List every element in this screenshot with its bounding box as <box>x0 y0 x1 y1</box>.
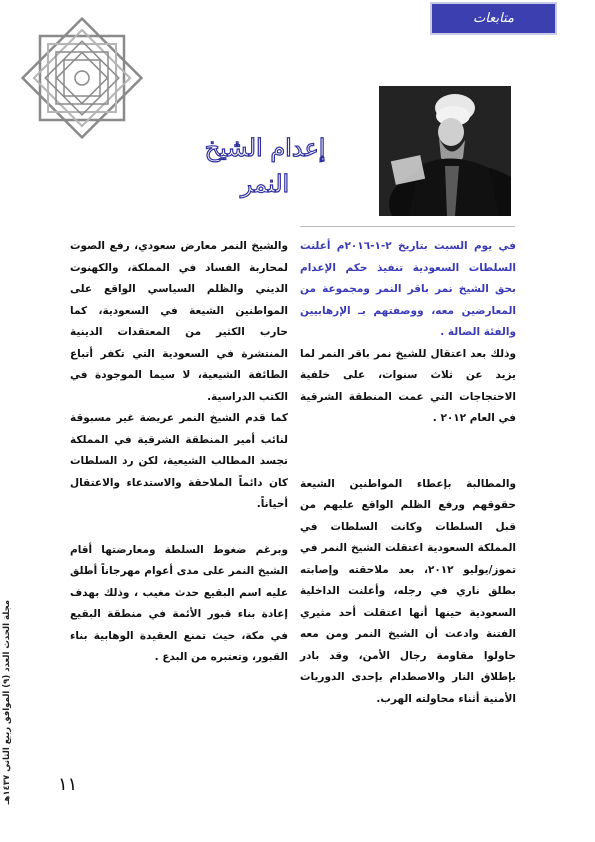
title-divider <box>300 226 515 227</box>
section-tab-followups: متابعات <box>430 2 557 35</box>
right-text-column <box>300 236 516 710</box>
paragraph: وذلك بعد اعتقال للشيخ نمر باقر النمر لما يزيد عن ثلاث سنوات، على خلفية الاحتجاجات التي عمت المنطقة الشرقية في العام ٢٠١٢ . <box>300 347 516 424</box>
sheikh-portrait-photo <box>379 86 511 216</box>
paragraph: والمطالبة بإعطاء المواطنين الشيعة حقوقهم ورفع الظلم الواقع عليهم من قبل السلطات وكانت السلطات في المملكة السعودية اعتقلت الشيخ النمر في تموز/يوليو ٢٠١٢، بعد ملاحقته وإصابته بطلق ناري في رجله، وأعلنت الداخلية السعودية حينها أنها اعتقلت أحد مثيري الفتنة وادعت أن الشيخ النمر ومن معه حاولوا مقاومة رجال الأمن، وقد بادر بإطلاق النار والاصطدام بإحدى الدوريات الأمنية أثناء محاولته الهرب. <box>300 477 517 705</box>
page-number: ١١ <box>58 774 78 795</box>
paragraph: وبرغم ضغوط السلطة ومعارضتها أقام الشيخ النمر على مدى أعوام مهرجاناً أطلق عليه اسم البقيع حدث مغيب ، وذلك بهدف إعادة بناء قبور الأئمة في منطقة البقيع في مكة، حيث تمنع العقيدة الوهابية بناء القبور، وتعتبره من البدع . <box>70 543 288 663</box>
article-title: إعدام الشيخ النمر <box>204 134 326 198</box>
magazine-side-caption: مجلة الحدث العدد (٩) الموافق ربيع الثاني ١٤٣٧هـ <box>2 600 12 805</box>
paragraph: والشيخ النمر معارض سعودي، رفع الصوت لمحاربة الفساد في المملكة، والكهنوت الديني والظلم السياسي الواقع على المواطنين الشيعة في السعودية، كما حارب الكثير من المعتقدات الدينية المنتشرة في السعودية التي تكفر أتباع الطائفة الشيعية، لا سيما الموجودة في الكتب الدراسية. <box>70 240 288 403</box>
lead-paragraph: في يوم السبت بتاريخ ٢-١-٢٠١٦م أعلنت السلطات السعودية تنفيذ حكم الإعدام بحق الشيخ نمر باقر النمر ومجموعة من المعارضين معه، ووصفتهم بـ الإرهابيين والفئة الضالة . <box>300 240 516 338</box>
left-text-column <box>70 236 288 669</box>
star-ornament-icon <box>12 8 152 148</box>
paragraph: كما قدم الشيخ النمر عريضة غير مسبوقة لنائب أمير المنطقة الشرقية في المملكة تجسد المطالب الشيعية، لكن رد السلطات كان دائماً الملاحقة والاستدعاء والاعتقال أحياناً. <box>70 412 288 510</box>
